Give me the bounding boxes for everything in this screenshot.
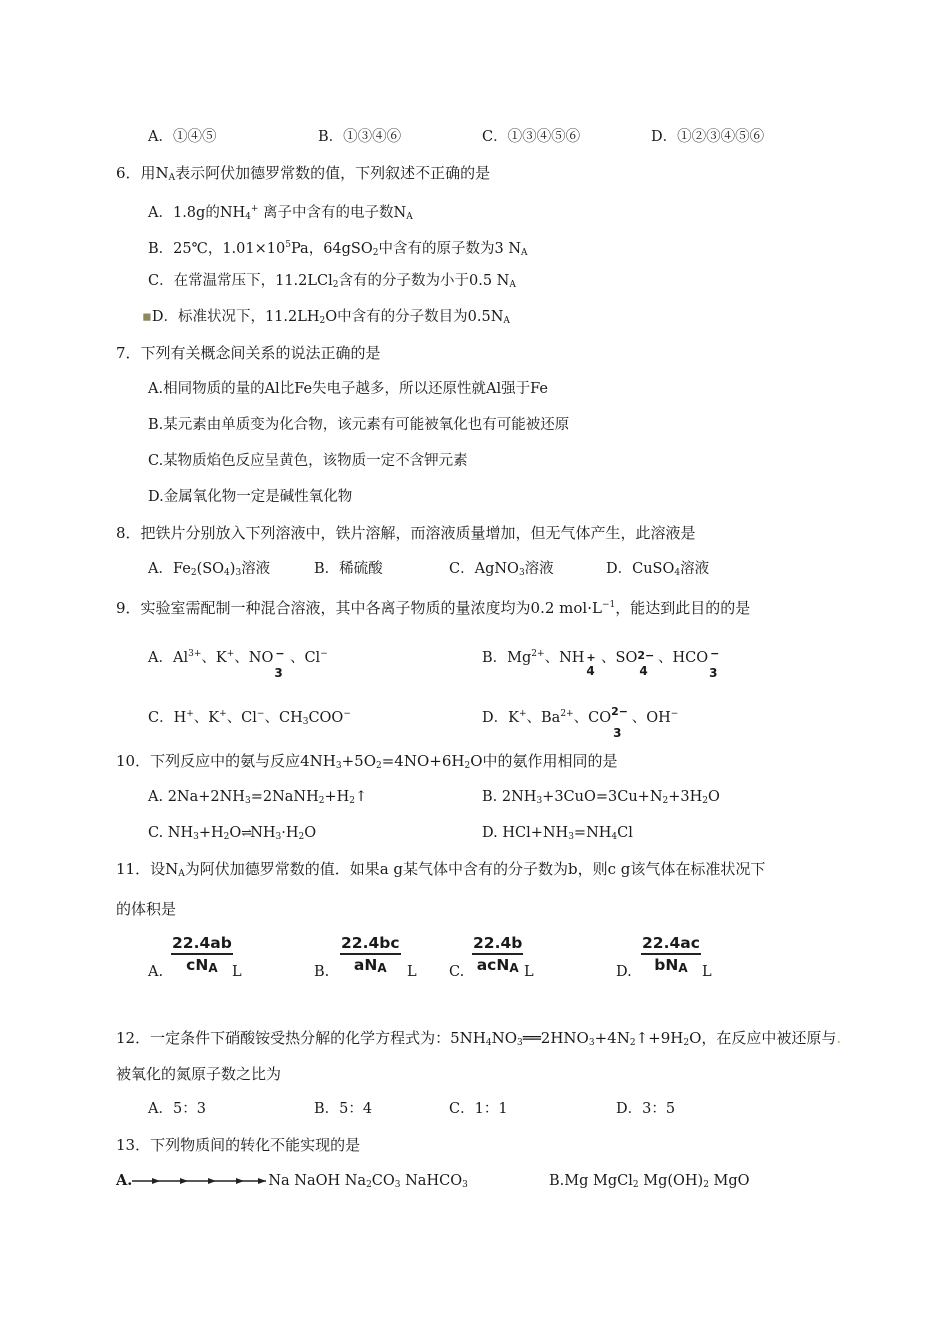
q6-option-d: ▪D．标准状况下，$11.2LH_2O$中含有的分子数目为$0.5N_A$ xyxy=(142,309,510,326)
q12-stem: 12．一定条件下硝酸铵受热分解的化学方程式为：$5NH_4NO_3══2HNO_3+4N_2↑+9H_2O$，在反应中被还原与. xyxy=(116,1029,842,1048)
q7-stem: 7．下列有关概念间关系的说法正确的是 xyxy=(116,344,381,362)
q10-option-b: B. $2NH_3+3CuO=3Cu+N_2+3H_2O$ xyxy=(482,789,720,806)
q11-option-d-label: D. xyxy=(616,964,632,980)
q11-option-c-fraction: 22.4b acN$_A$ xyxy=(473,934,523,975)
q10-option-d: D. $HCl+NH_3=NH_4Cl$ xyxy=(482,825,633,842)
q11-option-c-label: C. xyxy=(449,964,465,980)
q11-option-a-label: A. xyxy=(148,964,164,980)
q11-option-c-unit: L xyxy=(524,964,534,980)
q7-option-a: A.相同物质的量的Al比Fe失电子越多，所以还原性就Al强于Fe xyxy=(148,381,548,397)
q11-stem: 11．设$N_A$为阿伏加德罗常数的值．如果a g某气体中含有的分子数为b，则c g该气体在标准状况下 xyxy=(116,860,766,879)
q9-option-b: B．$Mg^{2+}$、NH 4 + 、SO 4 2− 、HCO 3 − xyxy=(482,647,720,680)
q12-option-c: C．1：1 xyxy=(449,1101,508,1117)
q10-stem: 10．下列反应中的氨与反应$4NH_3+5O_2=4NO+6H_2O$中的氨作用相同的是 xyxy=(116,752,618,771)
q10-option-c: C. $NH_3+H_2O\rightleftharpoons NH_3\cdot H_2O$ xyxy=(148,825,317,842)
q13-option-a: A. Na NaOH $Na_2CO_3$ NaHCO$_3$ xyxy=(116,1172,468,1190)
arrow-chain-icon xyxy=(132,1176,268,1186)
q12-option-d: D．3：5 xyxy=(616,1101,676,1117)
q9-option-d: D．K+、$Ba^{2+}$、CO 3 2− 、OH− xyxy=(482,705,679,740)
q5-option-a: A．①④⑤ xyxy=(148,129,217,145)
q13-option-b: B.Mg MgCl$_2$ $Mg(OH)_2$ MgO xyxy=(549,1173,750,1190)
q8-option-a: A．$Fe_2(SO_4)_3$溶液 xyxy=(148,561,271,578)
q9-option-c: C．H+、K+、Cl−、$CH_3COO^-$ xyxy=(148,709,351,727)
q5-option-c: C．①③④⑤⑥ xyxy=(482,129,581,145)
q12-option-b: B．5：4 xyxy=(314,1101,373,1117)
q11-option-b-unit: L xyxy=(407,964,417,980)
q12-option-a: A．5：3 xyxy=(148,1101,206,1117)
q11-option-a-unit: L xyxy=(232,964,242,980)
q9-stem: 9．实验室需配制一种混合溶液，其中各离子物质的量浓度均为0.2 $mol\cdot L^{-1}$，能达到此目的的是 xyxy=(116,599,751,617)
q6-option-b: B．25℃，$1.01\times 10^5Pa$，64gSO$_2$中含有的原子数为3 $N_A$ xyxy=(148,240,528,258)
q9-option-a: A．$Al^{3+}$、K+、NO 3 − 、Cl− xyxy=(148,647,328,680)
q11-option-d-fraction: 22.4ac $bN_A$ xyxy=(642,934,700,975)
q7-option-d: D.金属氧化物一定是碱性氧化物 xyxy=(148,489,353,505)
q11-option-a-fraction: 22.4ab $cN_A$ xyxy=(172,934,232,975)
q13-stem: 13．下列物质间的转化不能实现的是 xyxy=(116,1136,361,1154)
q5-option-b: B．①③④⑥ xyxy=(318,129,402,145)
q11-option-b-fraction: 22.4bc $aN_A$ xyxy=(341,934,400,975)
q6-option-c: C．在常温常压下，11.2LCl$_2$含有的分子数为小于0.5 $N_A$ xyxy=(148,273,516,290)
q7-option-c: C.某物质焰色反应呈黄色，该物质一定不含钾元素 xyxy=(148,453,468,469)
q8-stem: 8．把铁片分别放入下列溶液中，铁片溶解，而溶液质量增加，但无气体产生，此溶液是 xyxy=(116,524,696,542)
q8-option-c: C．AgNO$_3$溶液 xyxy=(449,561,554,578)
q11-option-d-unit: L xyxy=(702,964,712,980)
q10-option-a: A. $2Na+2NH_3=2NaNH_2+H_2↑$ xyxy=(148,789,368,806)
q11-stem-line2: 的体积是 xyxy=(116,900,177,918)
q13-option-a-label: A. xyxy=(116,1172,133,1189)
q6-option-a: A．1.8g的$NH_4^+$ 离子中含有的电子数$N_A$ xyxy=(148,204,413,222)
q11-option-b-label: B. xyxy=(314,964,330,980)
q12-stem-line2: 被氧化的氮原子数之比为 xyxy=(116,1065,282,1083)
q6-stem: 6．用$N_A$表示阿伏加德罗常数的值，下列叙述不正确的是 xyxy=(116,164,491,183)
q8-option-b: B．稀硫酸 xyxy=(314,561,383,577)
q8-option-d: D．CuSO$_4$溶液 xyxy=(606,561,710,578)
q5-option-d: D．①②③④⑤⑥ xyxy=(651,129,765,145)
q7-option-b: B.某元素由单质变为化合物，该元素有可能被氧化也有可能被还原 xyxy=(148,417,570,433)
